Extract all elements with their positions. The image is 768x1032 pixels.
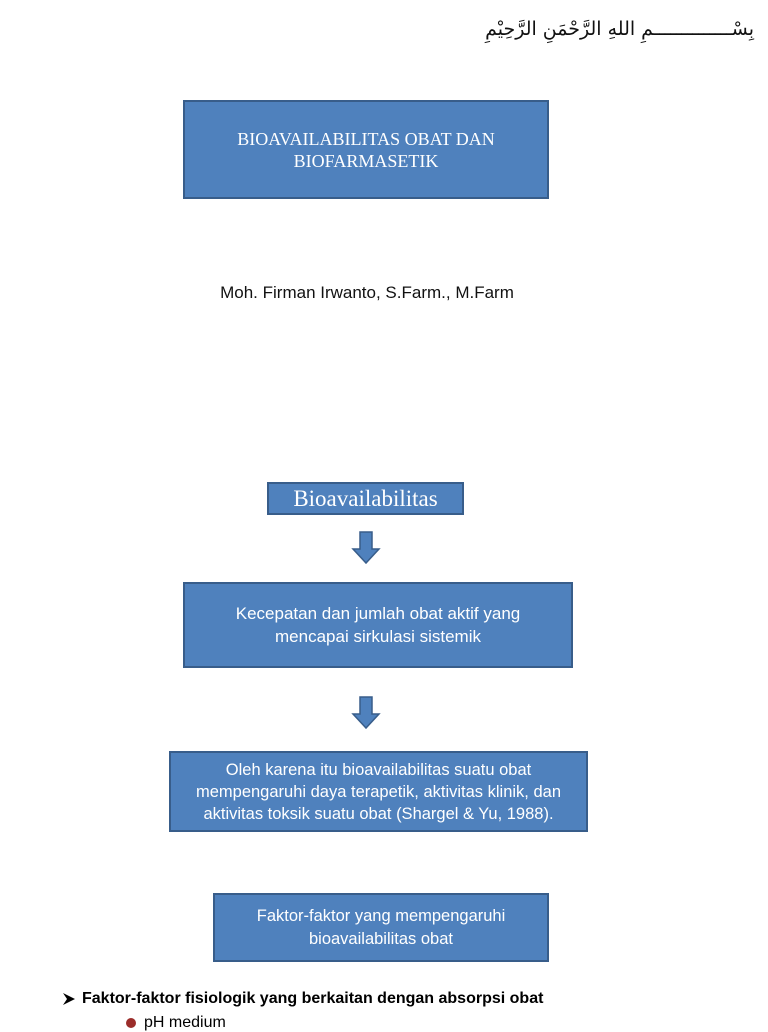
title-line-1: BIOAVAILABILITAS OBAT DAN	[237, 128, 495, 149]
author-name: Moh. Firman Irwanto, S.Farm., M.Farm	[220, 283, 514, 302]
consequence-line-2: mempengaruhi daya terapetik, aktivitas klinik, dan	[195, 782, 562, 801]
consequence-box	[169, 751, 588, 832]
factors-line-2: bioavailabilitas obat	[308, 929, 453, 948]
arabic-basmala: بِسْــــــــــــــمِ اللهِ الرَّحْمَنِ الرَّحِيْمِ	[485, 18, 754, 40]
down-arrow-icon	[351, 531, 381, 565]
document-title	[237, 128, 495, 172]
consequence-line-3: aktivitas toksik suatu obat (Shargel & Yu, 1988).	[203, 804, 554, 823]
definition-box	[183, 582, 573, 668]
factors-box	[213, 893, 549, 962]
list-item	[126, 1014, 226, 1032]
bioavailabilitas-box	[267, 482, 464, 515]
bullet-dot-icon	[126, 1018, 136, 1028]
bioavailabilitas-label: Bioavailabilitas	[293, 485, 438, 511]
definition-line-1: Kecepatan dan jumlah obat aktif yang	[235, 604, 521, 623]
list-heading-text: Faktor-faktor fisiologik yang berkaitan dengan absorpsi obat	[82, 990, 544, 1007]
arrow-bullet-icon	[62, 992, 76, 1006]
title-box	[183, 100, 549, 199]
definition-line-2: mencapai sirkulasi sistemik	[275, 627, 481, 646]
title-line-2: BIOFARMASETIK	[293, 150, 439, 171]
consequence-line-1: Oleh karena itu bioavailabilitas suatu obat	[225, 760, 532, 779]
factors-text	[257, 905, 506, 951]
down-arrow-icon	[351, 696, 381, 730]
consequence-text	[196, 759, 561, 825]
factors-line-1: Faktor-faktor yang mempengaruhi	[256, 906, 506, 925]
list-item-text: pH medium	[144, 1014, 226, 1031]
definition-text	[236, 602, 520, 648]
list-heading	[62, 990, 543, 1008]
